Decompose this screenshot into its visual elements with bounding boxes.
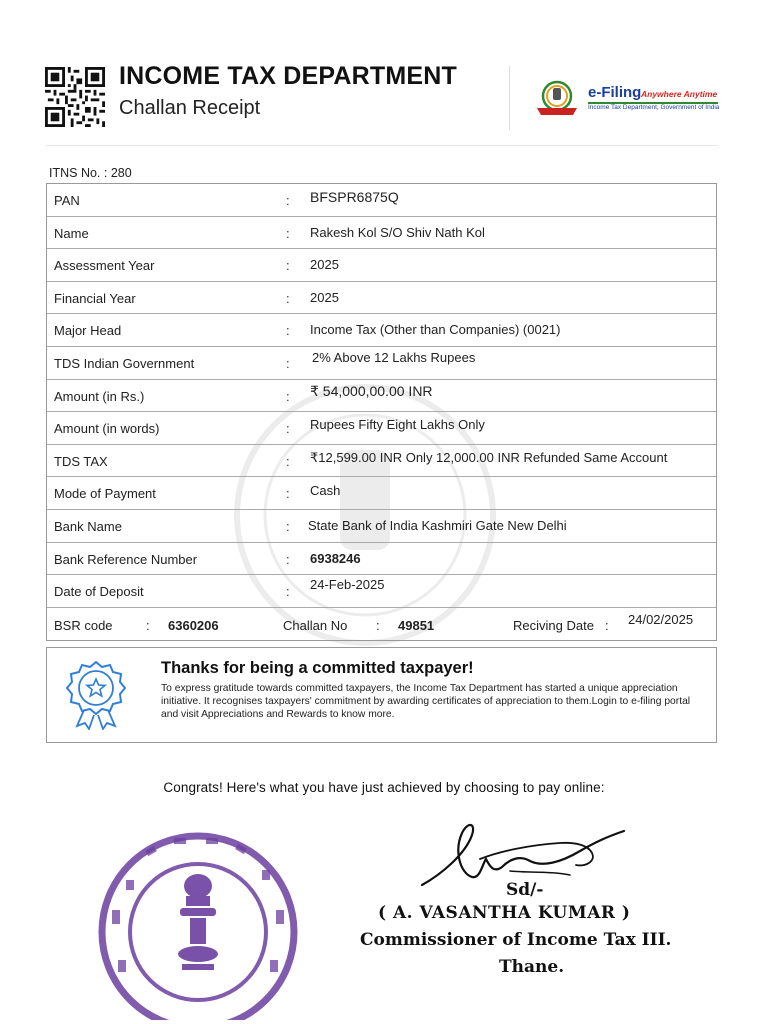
department-seal-stamp-icon [86, 820, 312, 1020]
header-divider [509, 66, 510, 130]
department-title: INCOME TAX DEPARTMENT [119, 62, 457, 90]
tds-tax-value: ₹12,599.00 INR Only 12,000.00 INR Refunded Same Account [310, 449, 668, 465]
table-row [47, 445, 716, 478]
tds-government-value: 2% Above 12 Lakhs Rupees [312, 349, 476, 365]
row-label: Mode of Payment [54, 486, 156, 502]
receiving-date-label: Reciving Date [513, 617, 594, 633]
amount-value: ₹ 54,000,00.00 INR [310, 382, 433, 399]
table-row [47, 217, 716, 250]
row-colon: : [286, 323, 290, 339]
header-separator [46, 145, 718, 146]
table-row [47, 347, 716, 380]
row-label: Bank Name [54, 518, 122, 534]
appreciation-title: Thanks for being a committed taxpayer! [161, 659, 474, 677]
table-row [47, 575, 716, 608]
row-label: TDS TAX [54, 453, 108, 469]
challan-colon: : [376, 617, 380, 633]
efiling-department: Income Tax Department, Government of India [588, 104, 720, 111]
receipt-header [0, 0, 768, 150]
table-row [47, 249, 716, 282]
table-row [47, 477, 716, 510]
challan-label: Challan No [283, 617, 348, 633]
bank-name-value: State Bank of India Kashmiri Gate New Delhi [308, 517, 567, 533]
appreciation-box [46, 647, 717, 743]
table-row [47, 282, 716, 315]
row-label: Financial Year [54, 290, 136, 306]
row-colon: : [286, 290, 290, 306]
row-label: Major Head [54, 323, 122, 339]
award-badge-icon [65, 660, 127, 730]
bsr-row [47, 608, 716, 641]
name-value: Rakesh Kol S/O Shiv Nath Kol [310, 224, 485, 240]
row-colon: : [286, 225, 290, 241]
row-label: TDS Indian Government [54, 355, 195, 371]
row-colon: : [286, 355, 290, 371]
row-label: Assessment Year [54, 258, 155, 274]
row-colon: : [286, 388, 290, 404]
bank-reference-value: 6938246 [310, 550, 361, 566]
row-label: Date of Deposit [54, 584, 144, 600]
efiling-wordmark: e-Filing [588, 84, 642, 101]
table-row [47, 543, 716, 576]
challan-details-table [46, 183, 717, 641]
qr-code-icon [44, 67, 106, 127]
row-label: Bank Reference Number [54, 551, 198, 567]
financial-year-value: 2025 [310, 289, 339, 305]
signatory-city: Thane. [499, 957, 565, 977]
bsr-value: 6360206 [168, 617, 219, 633]
bsr-colon: : [146, 617, 150, 633]
receiving-date-value: 24/02/2025 [628, 611, 694, 627]
row-colon: : [286, 486, 290, 502]
row-label: Name [54, 225, 89, 241]
sd-mark: Sd/- [506, 880, 544, 900]
table-row [47, 380, 716, 413]
row-colon: : [286, 453, 290, 469]
amount-words-value: Rupees Fifty Eight Lakhs Only [310, 417, 485, 433]
deposit-date-value: 24-Feb-2025 [310, 577, 385, 593]
bsr-label: BSR code [54, 617, 113, 633]
signatory-name: ( A. VASANTHA KUMAR ) [378, 903, 631, 923]
row-colon: : [286, 551, 290, 567]
signatory-designation: Commissioner of Income Tax III. [360, 930, 672, 950]
appreciation-text: To express gratitude towards committed taxpayers, the Income Tax Department has started a unique appreciation initiative. It recognises taxpayers' commitment by awarding certificates of appreciation to them.Login to e-filing portal and visit Appreciations and Rewards to know more. [161, 683, 691, 720]
row-colon: : [286, 193, 290, 208]
row-label: Amount (in Rs.) [54, 388, 145, 404]
table-row [47, 314, 716, 347]
congrats-message: Congrats! Here's what you have just achieved by choosing to pay online: [163, 780, 605, 795]
assessment-year-value: 2025 [310, 257, 339, 273]
row-colon: : [286, 421, 290, 437]
row-colon: : [286, 584, 290, 600]
row-colon: : [286, 258, 290, 274]
income-tax-emblem-icon [533, 78, 585, 118]
efiling-tagline: Anywhere Anytime [641, 89, 718, 99]
challan-value: 49851 [398, 617, 435, 633]
major-head-value: Income Tax (Other than Companies) (0021) [310, 322, 561, 338]
itns-number: ITNS No. : 280 [49, 166, 132, 180]
receipt-subtitle: Challan Receipt [119, 97, 261, 119]
table-row [47, 412, 716, 445]
pan-value: BFSPR6875Q [310, 189, 399, 205]
row-colon: : [286, 518, 290, 534]
table-row [47, 184, 716, 217]
receiving-colon: : [605, 617, 609, 633]
row-label: PAN [54, 193, 80, 208]
row-label: Amount (in words) [54, 421, 160, 437]
payment-mode-value: Cash [310, 483, 341, 499]
table-row [47, 510, 716, 543]
